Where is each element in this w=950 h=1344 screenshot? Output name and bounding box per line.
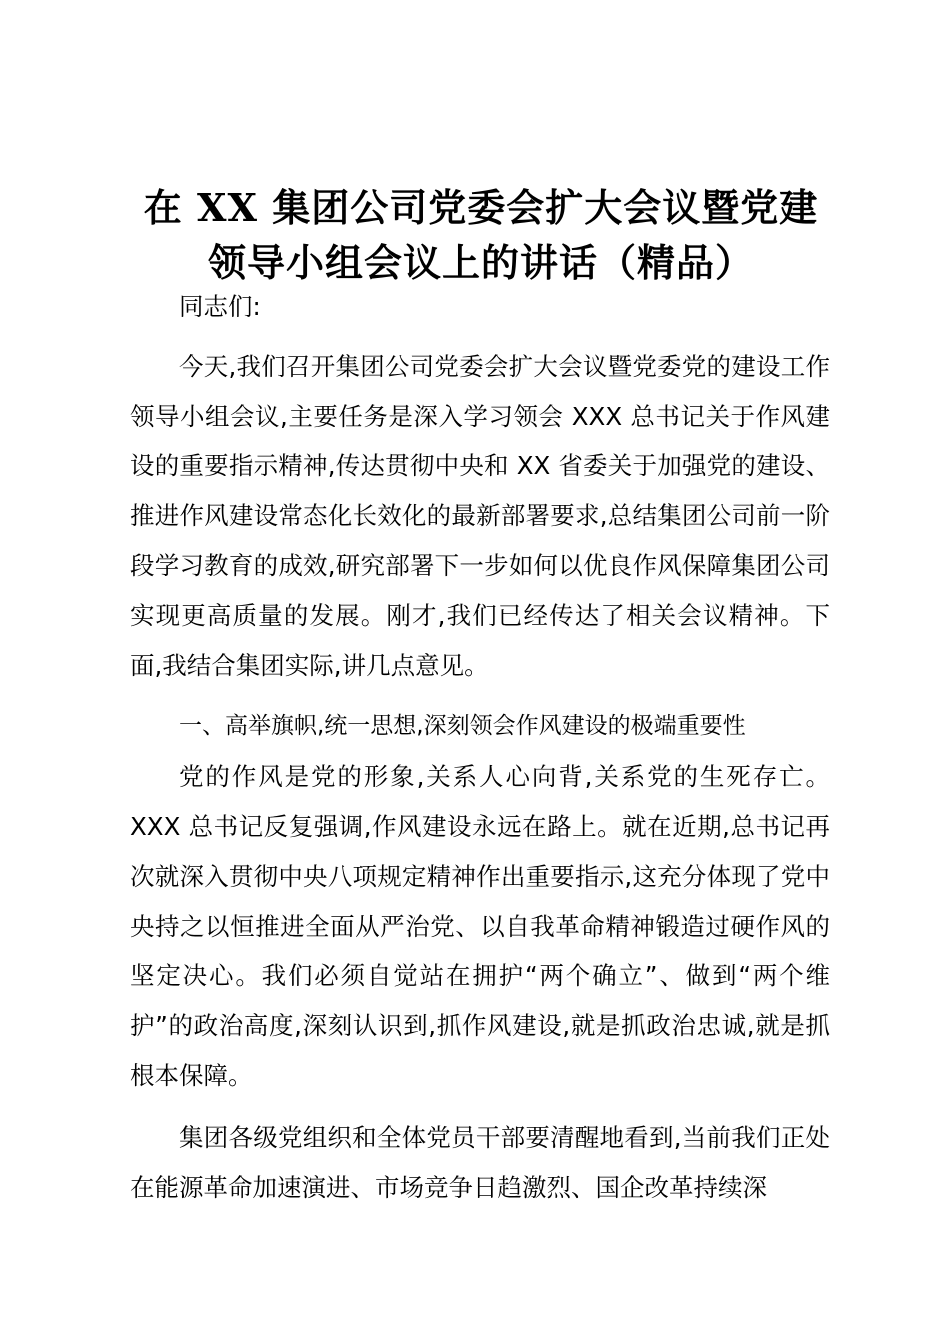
title-line-1: 在 XX 集团公司党委会扩大会议暨党建 bbox=[143, 185, 819, 230]
paragraph-intro: 今天,我们召开集团公司党委会扩大会议暨党委党的建设工作领导小组会议,主要任务是深入学习领会 XXX 总书记关于作风建设的重要指示精神,传达贯彻中央和 XX 省委关于加强党的建设、推进作风建设常态化长效化的最新部署要求,总结集团公司前一阶段学习教育的成效,研究部署下一步如何以优良作风保障集团公司实现更高质量的发展。刚才,我们已经传达了相关会议精神。下面,我结合集团实际,讲几点意见。 bbox=[130, 351, 830, 680]
document-title bbox=[118, 180, 844, 290]
paragraph-current-situation: 集团各级党组织和全体党员干部要清醒地看到,当前我们正处在能源革命加速演进、市场竞争日趋激烈、国企改革持续深 bbox=[130, 1122, 830, 1202]
salutation: 同志们: bbox=[179, 292, 261, 321]
document-body bbox=[130, 282, 830, 1224]
section-heading-1: 一、高举旗帜,统一思想,深刻领会作风建设的极端重要性 bbox=[179, 713, 746, 740]
title-line-2: 领导小组会议上的讲话（精品） bbox=[207, 240, 754, 285]
paragraph-style-importance: 党的作风是党的形象,关系人心向背,关系党的生死存亡。XXX 总书记反复强调,作风建设永远在路上。就在近期,总书记再次就深入贯彻中央八项规定精神作出重要指示,这充分体现了党中央持之以恒推进全面从严治党、以自我革命精神锻造过硬作风的坚定决心。我们必须自觉站在拥护“两个确立”、做到“两个维护”的政治高度,深刻认识到,抓作风建设,就是抓政治忠诚,就是抓根本保障。 bbox=[130, 762, 830, 1090]
